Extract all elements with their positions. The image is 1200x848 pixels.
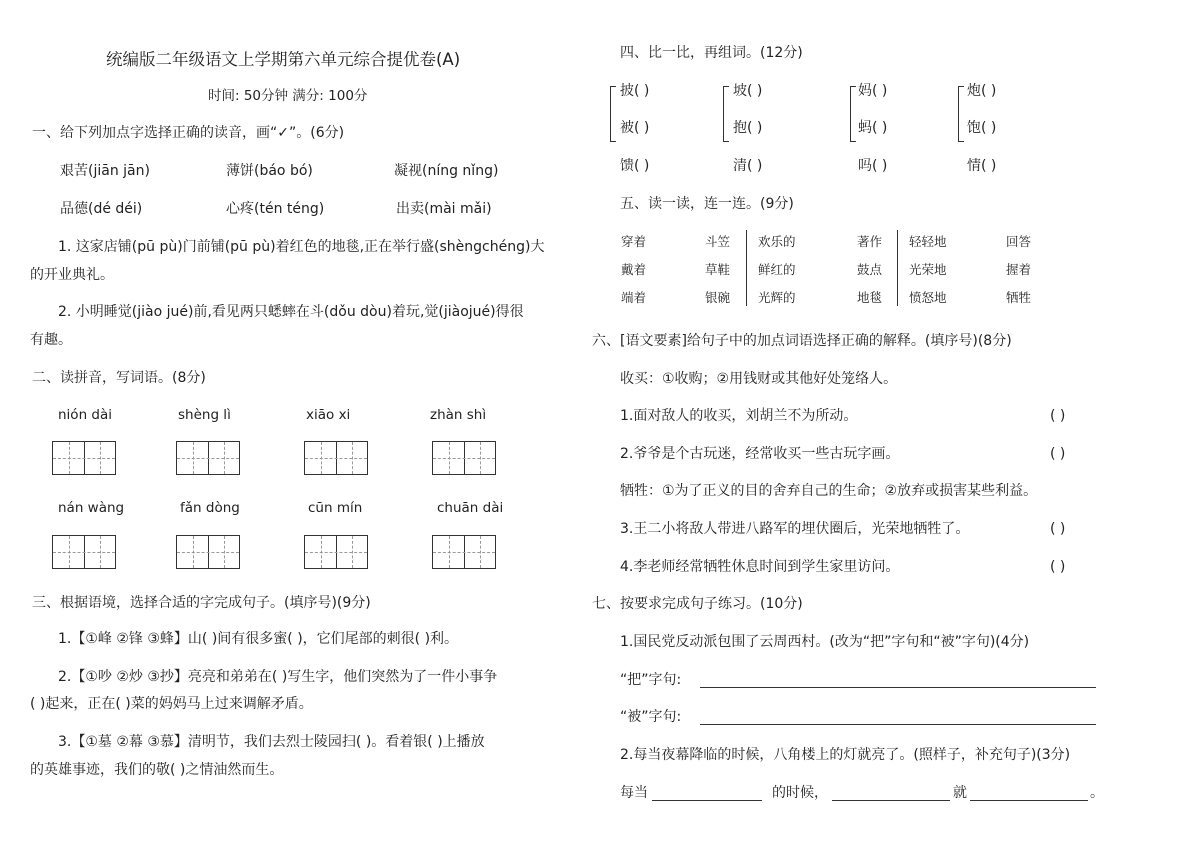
fill-text: 。: [1090, 785, 1104, 801]
match-item[interactable]: 握着: [1006, 262, 1032, 277]
match-item[interactable]: 鼓点: [857, 262, 883, 277]
pinyin-prompt: cūn mín: [308, 500, 363, 516]
s6-question-3: 3.王二小将敌人带进八路军的埋伏圈后，光荣地牺牲了。: [620, 521, 970, 537]
match-item[interactable]: 欢乐的: [758, 234, 796, 249]
compare-word: 饱( ): [967, 120, 997, 136]
match-item[interactable]: 轻轻地: [909, 234, 947, 249]
s7-question-1: 1.国民党反动派包围了云周西村。(改为“把”字句和“被”字句)(4分): [620, 634, 1030, 650]
pinyin-prompt: zhàn shì: [430, 407, 487, 423]
match-item[interactable]: 著作: [857, 234, 883, 249]
pinyin-prompt: chuān dài: [437, 500, 504, 516]
s3-question-1: 1.【①峰 ②锋 ③蜂】山( )间有很多蜜( )，它们尾部的刺很( )利。: [58, 631, 459, 647]
writing-grid[interactable]: [432, 441, 496, 475]
definition-1: 收买：①收购；②用钱财或其他好处笼络人。: [620, 371, 898, 387]
s7-question-2: 2.每当夜幕降临的时候，八角楼上的灯就亮了。(照样子，补充句子)(3分): [620, 747, 1071, 763]
s1-question-1-line2: 的开业典礼。: [30, 267, 114, 283]
divider: [746, 230, 747, 306]
fill-text: 就: [953, 785, 967, 801]
match-item[interactable]: 光荣地: [909, 262, 947, 277]
bei-sentence-label: “被”字句:: [620, 709, 682, 725]
pinyin-prompt: fǎn dòng: [180, 500, 240, 516]
definition-2: 牺牲：①为了正义的目的舍弃自己的生命；②放弃或损害某些利益。: [620, 483, 1038, 499]
writing-grid[interactable]: [304, 441, 368, 475]
answer-paren[interactable]: ( ): [1050, 408, 1066, 424]
brace: [723, 86, 729, 142]
match-item[interactable]: 银碗: [705, 290, 731, 305]
ba-sentence-label: “把”字句:: [620, 672, 682, 688]
match-item[interactable]: 地毯: [857, 290, 883, 305]
compare-word: 抱( ): [733, 120, 763, 136]
match-item[interactable]: 斗笠: [705, 234, 731, 249]
fill-blank[interactable]: [652, 800, 762, 801]
pinyin-prompt: shèng lì: [178, 407, 231, 423]
compare-word: 吗( ): [858, 158, 888, 174]
fill-blank[interactable]: [970, 800, 1088, 801]
s1-question-2-line2: 有趣。: [30, 332, 72, 348]
writing-grid[interactable]: [52, 535, 116, 569]
compare-word: 妈( ): [858, 83, 888, 99]
writing-grid[interactable]: [432, 535, 496, 569]
ba-answer-line[interactable]: [700, 687, 1096, 688]
match-item[interactable]: 草鞋: [705, 262, 731, 277]
page-title: 统编版二年级语文上学期第六单元综合提优卷(A): [106, 50, 461, 69]
bei-answer-line[interactable]: [700, 724, 1096, 725]
compare-word: 馈( ): [620, 158, 650, 174]
s3-question-3-line2: 的英雄事迹，我们的敬( )之情油然而生。: [30, 762, 284, 778]
answer-paren[interactable]: ( ): [1050, 559, 1066, 575]
s3-question-2-line2: ( )起来，正在( )菜的妈妈马上过来调解矛盾。: [30, 696, 313, 712]
s6-question-1: 1.面对敌人的收买，刘胡兰不为所动。: [620, 408, 858, 424]
section-1-heading: 一、给下列加点字选择正确的读音，画“✓”。(6分): [32, 125, 345, 141]
match-item[interactable]: 愤怒地: [909, 290, 947, 305]
section-4-heading: 四、比一比，再组词。(12分): [620, 45, 803, 61]
section-2-heading: 二、读拼音，写词语。(8分): [32, 370, 206, 386]
brace: [850, 86, 856, 142]
match-item[interactable]: 回答: [1006, 234, 1032, 249]
answer-paren[interactable]: ( ): [1050, 521, 1066, 537]
section-6-heading: 六、[语文要素]给句子中的加点词语选择正确的解释。(填序号)(8分): [592, 333, 1012, 349]
fill-text: 每当: [620, 785, 648, 801]
compare-word: 坡( ): [733, 83, 763, 99]
match-item[interactable]: 戴着: [621, 262, 647, 277]
compare-word: 清( ): [733, 158, 763, 174]
compare-word: 蚂( ): [858, 120, 888, 136]
word-option: 薄饼(báo bó): [226, 163, 313, 179]
divider: [897, 230, 898, 306]
word-option: 艰苦(jiān jān): [60, 163, 150, 179]
exam-meta: 时间: 50分钟 满分: 100分: [208, 88, 368, 104]
compare-word: 被( ): [620, 120, 650, 136]
writing-grid[interactable]: [52, 441, 116, 475]
match-item[interactable]: 穿着: [621, 234, 647, 249]
compare-word: 炮( ): [967, 83, 997, 99]
answer-paren[interactable]: ( ): [1050, 446, 1066, 462]
word-option: 心疼(tén téng): [226, 201, 325, 217]
writing-grid[interactable]: [304, 535, 368, 569]
s6-question-2: 2.爷爷是个古玩迷，经常收买一些古玩字画。: [620, 446, 900, 462]
s3-question-3-line1: 3.【①墓 ②幕 ③慕】清明节，我们去烈士陵园扫( )。看着银( )上播放: [58, 734, 485, 750]
brace: [958, 86, 964, 142]
pinyin-prompt: nán wàng: [58, 500, 125, 516]
compare-word: 情( ): [967, 158, 997, 174]
pinyin-prompt: xiāo xi: [306, 407, 351, 423]
word-option: 出卖(mài mǎi): [396, 201, 492, 217]
match-item[interactable]: 牺牲: [1006, 290, 1032, 305]
match-item[interactable]: 鲜红的: [758, 262, 796, 277]
s3-question-2-line1: 2.【①吵 ②炒 ③抄】亮亮和弟弟在( )写生字，他们突然为了一件小事争: [58, 669, 498, 685]
section-3-heading: 三、根据语境，选择合适的字完成句子。(填序号)(9分): [32, 595, 371, 611]
section-7-heading: 七、按要求完成句子练习。(10分): [592, 596, 803, 612]
match-item[interactable]: 端着: [621, 290, 647, 305]
s6-question-4: 4.李老师经常牺牲休息时间到学生家里访问。: [620, 559, 900, 575]
writing-grid[interactable]: [176, 535, 240, 569]
writing-grid[interactable]: [176, 441, 240, 475]
fill-blank[interactable]: [832, 800, 950, 801]
word-option: 品德(dé déi): [60, 201, 143, 217]
pinyin-prompt: nión dài: [58, 407, 113, 423]
match-item[interactable]: 光辉的: [758, 290, 796, 305]
s1-question-2-line1: 2. 小明睡觉(jiào jué)前,看见两只蟋蟀在斗(dǒu dòu)着玩,觉(jiàojué)得很: [58, 304, 524, 320]
fill-text: 的时候，: [772, 785, 828, 801]
compare-word: 披( ): [620, 83, 650, 99]
section-5-heading: 五、读一读，连一连。(9分): [620, 196, 794, 212]
word-option: 凝视(níng nǐng): [394, 163, 499, 179]
s1-question-1-line1: 1. 这家店铺(pū pù)门前铺(pū pù)着红色的地毯,正在举行盛(shèngchéng)大: [58, 239, 545, 255]
brace: [610, 86, 616, 142]
